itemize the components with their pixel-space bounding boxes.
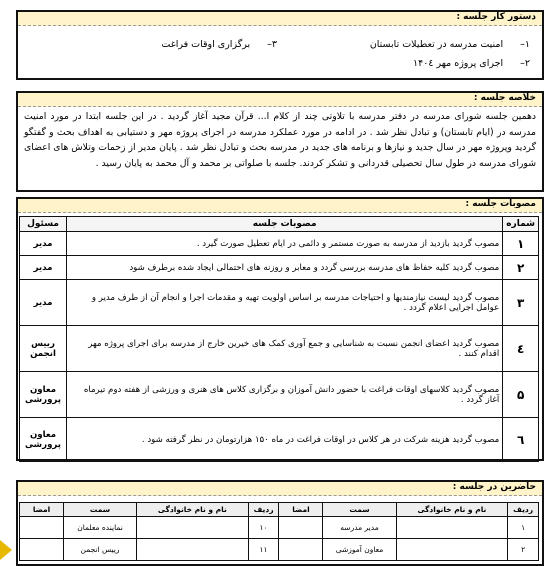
attendees-header — [18, 482, 542, 496]
row-responsible: معاون پرورشی — [20, 418, 67, 462]
row-number: ۳ — [503, 280, 539, 326]
approvals-section — [16, 197, 544, 461]
attendee-row-number: ۱۱ — [248, 539, 279, 561]
approvals-header-row — [20, 217, 539, 232]
agenda-header — [18, 12, 542, 26]
row-text: مصوب گردید بازدید از مدرسه به صورت مستمر و دائمی در ایام تعطیل صورت گیرد . — [67, 232, 503, 256]
table-row — [20, 232, 539, 256]
summary-text: دهمین جلسه شورای مدرسه در دفتر مدرسه با تلاوتی چند از کلام ا... قرآن مجید آغاز گردید . در این جلسه ابتدا در مورد امنیت مدرسه در (ایام تابستان) و تبادل نظر شد . در ادامه در مورد عملکرد مدرسه در اجرای پروژه مهر و دستیابی به اهداف بحث و گفتگو گردید وپروژه مهر در سال جدید و نیازها و برنامه های جدید در مدرسه بحث و تبادل نظر شد . پایان مدیر از زحمات وتلاش های اعضای شورای مدرسه در طول سال تحصیلی قدردانی و تشکر کردند. جلسه با صلواتی بر محمد و آل محمد به پایان رسید . — [24, 111, 536, 169]
table-row — [20, 326, 539, 372]
row-responsible: مدیر — [20, 232, 67, 256]
row-number: ٤ — [503, 326, 539, 372]
agenda-item-text: اجرای پروژه مهر ۱۴۰٤ — [413, 58, 504, 69]
approvals-header — [18, 199, 542, 213]
attendee-role: مدیر مدرسه — [323, 517, 396, 539]
row-number: ٦ — [503, 418, 539, 462]
table-row — [20, 517, 539, 539]
attendee-row-number: ۲ — [508, 539, 539, 561]
col-sign-header: امضا — [20, 503, 64, 517]
row-text: مصوب گردید کلاسهای اوقات فراغت با حضور دانش آموزان و برگزاری کلاس های هنری و ورزشی از هفته دوم تیرماه آغاز گردد . — [67, 372, 503, 418]
attendee-role: معاون آموزشی — [323, 539, 396, 561]
col-text-header: مصوبات جلسه — [67, 217, 503, 232]
attendee-signature — [279, 517, 323, 539]
agenda-item-number: ۳– — [267, 39, 277, 50]
attendee-signature — [20, 539, 64, 561]
page-corner-marker — [0, 540, 12, 560]
col-row-header: ردیف — [248, 503, 279, 517]
row-text: مصوب گردید اعضای انجمن نسبت به شناسایی و جمع آوری کمک های خیرین خارج از مدرسه برای اجرای پروژه مهر اقدام کنند . — [67, 326, 503, 372]
row-text: مصوب گردید کلیه حفاظ های مدرسه بررسی گردد و معابر و روزنه های احتمالی ایجاد شده برطرف شود — [67, 256, 503, 280]
summary-title: خلاصه جلسه : — [473, 93, 536, 103]
attendee-name — [396, 539, 508, 561]
agenda-item-number: ۲– — [520, 58, 530, 69]
col-responsible-header: مسئول — [20, 217, 67, 232]
attendee-name — [136, 517, 248, 539]
row-number: ۱ — [503, 232, 539, 256]
attendees-title: حاضرین در جلسه : — [452, 482, 536, 492]
attendee-row-number: ۱ — [508, 517, 539, 539]
col-role-header: سمت — [323, 503, 396, 517]
row-number: ۵ — [503, 372, 539, 418]
table-row — [20, 418, 539, 462]
approvals-table — [19, 216, 539, 462]
col-row-header: ردیف — [508, 503, 539, 517]
table-row — [20, 256, 539, 280]
agenda-item-2 — [413, 58, 530, 69]
attendee-role: نماینده معلمان — [64, 517, 137, 539]
col-name-header: نام و نام خانوادگی — [136, 503, 248, 517]
summary-header — [18, 93, 542, 107]
approvals-title: مصوبات جلسه : — [465, 199, 536, 209]
table-row — [20, 539, 539, 561]
agenda-item-1 — [370, 39, 530, 50]
agenda-section — [16, 10, 544, 80]
col-name-header: نام و نام خانوادگی — [396, 503, 508, 517]
table-row — [20, 280, 539, 326]
agenda-item-text: امنیت مدرسه در تعطیلات تابستان — [369, 39, 504, 50]
row-text: مصوب گردید لیست نیازمندیها و احتیاجات مدرسه بر اساس اولویت تهیه و مقدمات اجرا و انجام آن از طرف مدیر و عوامل اجرایی اعلام گردد . — [67, 280, 503, 326]
attendee-name — [136, 539, 248, 561]
attendee-signature — [279, 539, 323, 561]
attendee-name — [396, 517, 508, 539]
table-row — [20, 372, 539, 418]
row-responsible: معاون پرورشی — [20, 372, 67, 418]
col-role-header: سمت — [64, 503, 137, 517]
col-number-header: شماره — [503, 217, 539, 232]
agenda-item-text: برگزاری اوقات فراغت — [161, 39, 251, 50]
attendees-table — [19, 502, 539, 561]
agenda-item-3 — [161, 39, 277, 50]
row-text: مصوب گردید هزینه شرکت در هر کلاس در اوقات فراغت در ماه ۱۵۰ هزارتومان در نظر گرفته شود . — [67, 418, 503, 462]
attendees-section — [16, 480, 544, 566]
attendee-signature — [20, 517, 64, 539]
row-responsible: مدیر — [20, 256, 67, 280]
summary-section — [16, 91, 544, 192]
row-number: ۲ — [503, 256, 539, 280]
row-responsible: رییس انجمن — [20, 326, 67, 372]
attendee-role: رییس انجمن — [64, 539, 137, 561]
agenda-title: دستور کار جلسه : — [456, 12, 536, 22]
col-sign-header: امضا — [279, 503, 323, 517]
attendee-row-number: ۱۰ — [248, 517, 279, 539]
attendees-header-row — [20, 503, 539, 517]
row-responsible: مدیر — [20, 280, 67, 326]
agenda-item-number: ۱– — [520, 39, 530, 50]
